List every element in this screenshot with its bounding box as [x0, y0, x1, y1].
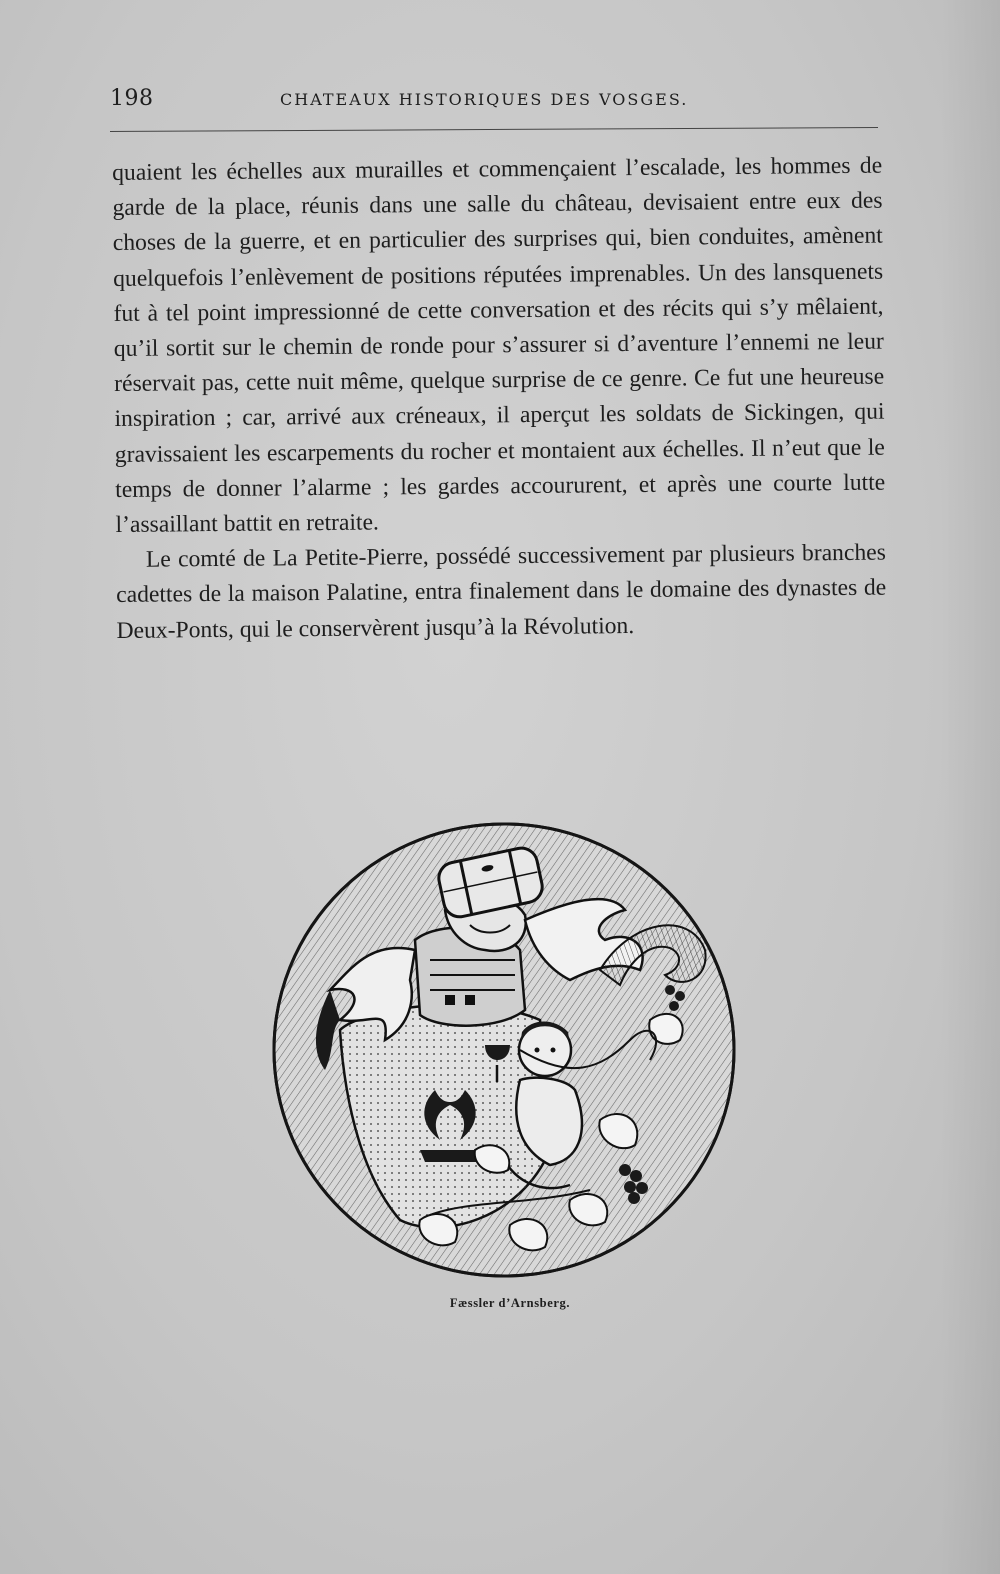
running-title: CHATEAUX HISTORIQUES DES VOSGES. — [280, 90, 689, 109]
figure-caption: Fæssler d’Arnsberg. — [449, 1296, 571, 1310]
page-edge-shadow — [940, 0, 1000, 1574]
running-head — [110, 84, 880, 124]
paragraph-2: Le comté de La Petite-Pierre, possédé successivement par plusieurs branches cadettes de la maison Palatine, entra finalement dans le domaine des dynastes de Deux-Ponts, qui le conservèrent jusqu’à la Révolution. — [116, 539, 887, 644]
page-number: 198 — [110, 86, 154, 111]
paragraph-1: quaient les échelles aux murailles et commençaient l’escalade, les hommes de garde de la place, réunis dans une salle du château, devisaient entre eux des choses de la guerre, et en particulier des surprises qui, bien conduites, amènent quelquefois l’enlèvement de positions réputées imprenables. Un des lansquenets fut à tel point impressionné de cette conversation et des récits qui s’y mêlaient, qu’il sortit sur le chemin de ronde pour s’assurer si d’aventure l’ennemi ne leur réservait pas, cette nuit même, quelque surprise de ce genre. Ce fut une heureuse inspiration ; car, arrivé aux créneaux, il aperçut les soldats de Sickingen, qui gravissaient les escarpements du rocher et montaient aux échelles. Il n’eut que le temps de donner l’alarme ; les gardes accoururent, et après une courte lutte l’assaillant battit en retraite. — [112, 152, 886, 539]
heraldic-roundel-illustration — [270, 820, 738, 1280]
body-text — [112, 149, 887, 649]
header-rule — [110, 127, 878, 132]
